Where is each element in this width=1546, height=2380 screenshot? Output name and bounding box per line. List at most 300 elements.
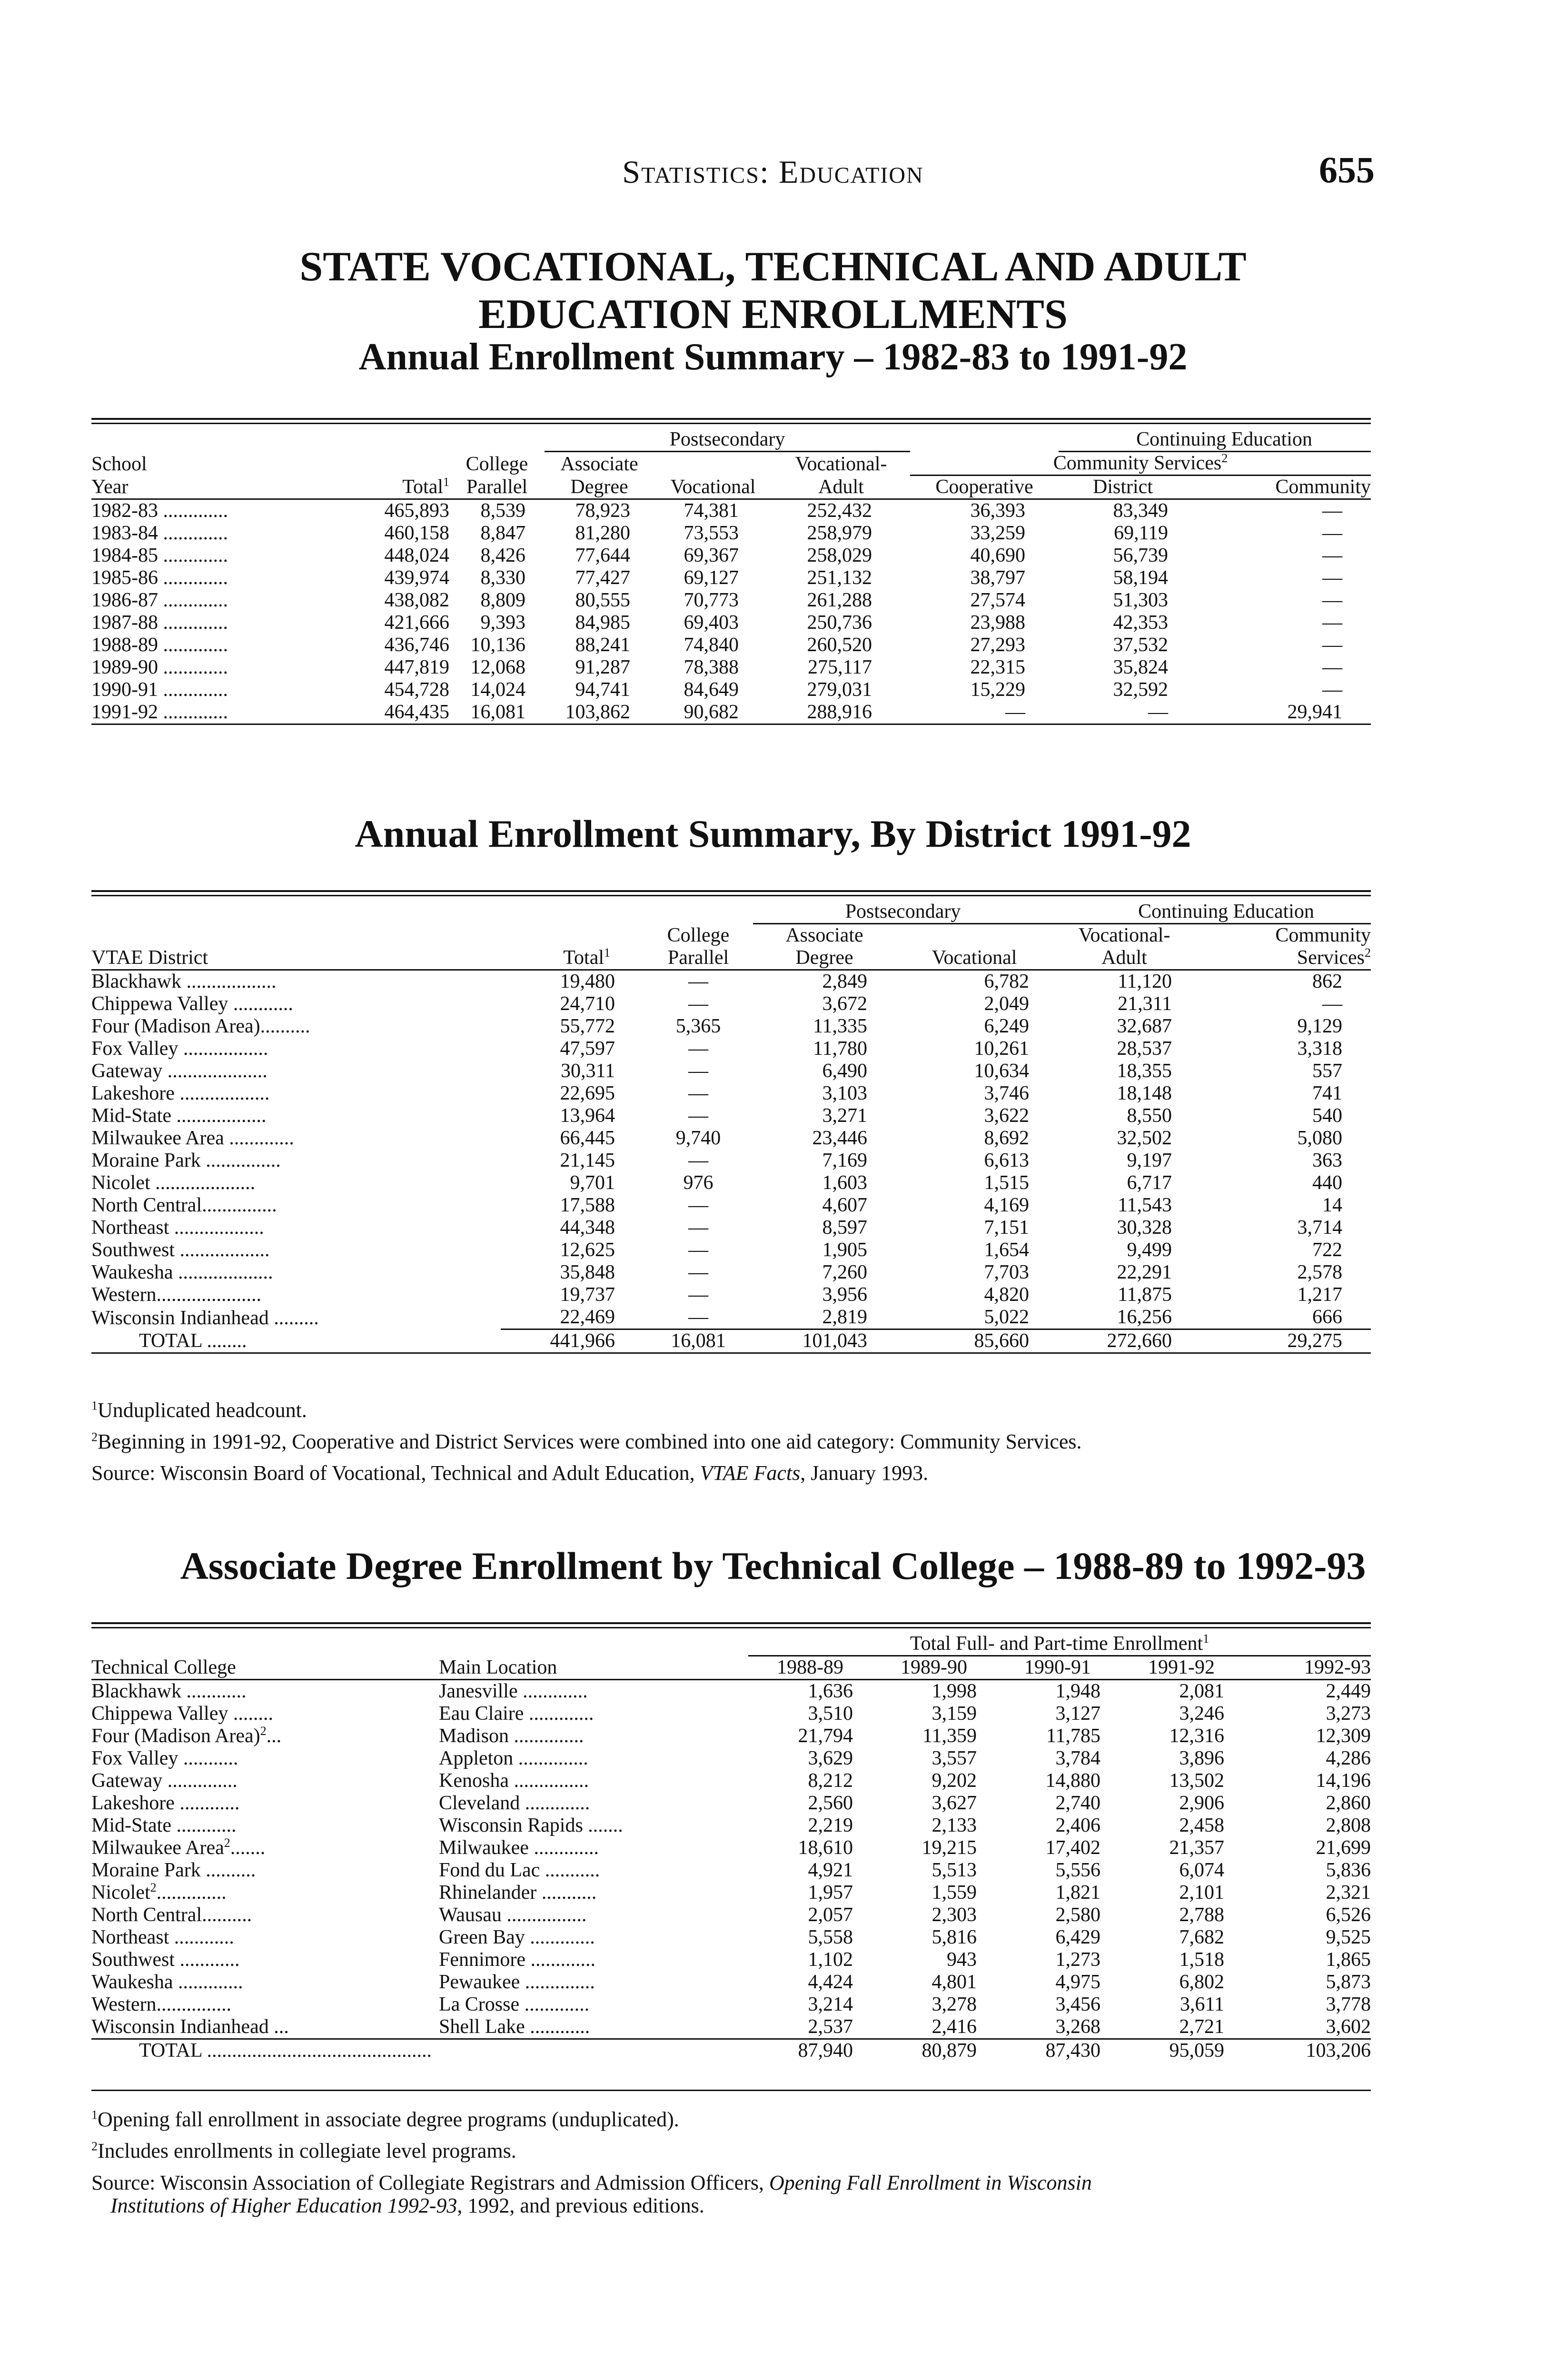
table-total-row <box>91 2039 1371 2063</box>
t3-enrollment-1991-92: 3,896 <box>1179 1747 1224 1769</box>
t2-total-associate: 101,043 <box>753 1329 896 1353</box>
t1-voc-adult: 260,520 <box>807 634 872 656</box>
t2-voc-adult: 11,543 <box>1118 1194 1172 1216</box>
t3-total-4: 95,059 <box>1120 2039 1243 2063</box>
t3-enrollment-1990-91: 2,580 <box>1055 1904 1100 1926</box>
t1-cooperative: 27,293 <box>970 634 1026 656</box>
t3-enrollment-1992-93: 5,873 <box>1326 1971 1371 1993</box>
t1-header-vocational: Vocational <box>654 476 772 499</box>
t2-group-continuing: Continuing Education <box>1053 901 1371 924</box>
t2-header-total-label: Total <box>563 947 604 969</box>
t1-year: 1989-90 ............. <box>91 656 228 678</box>
t2-community: 3,318 <box>1297 1038 1343 1060</box>
t1-voc-adult: 250,736 <box>807 612 872 634</box>
t3-location: Kenosha ............... <box>439 1770 589 1792</box>
t1-district: 51,303 <box>1113 589 1169 611</box>
t3-enrollment-1989-90: 11,359 <box>922 1725 977 1747</box>
t1-cooperative: 38,797 <box>970 567 1026 589</box>
table-row <box>91 1703 1371 1725</box>
t3-enrollment-1991-92: 3,611 <box>1180 1993 1224 2015</box>
t3-location: Wisconsin Rapids ....... <box>439 1815 623 1836</box>
t3-enrollment-1988-89: 2,560 <box>808 1792 853 1814</box>
t2-district: Southwest .................. <box>91 1239 270 1261</box>
t2-community: 3,714 <box>1297 1217 1343 1239</box>
t2-total: 21,145 <box>560 1150 615 1171</box>
t3-enrollment-1990-91: 2,740 <box>1055 1792 1100 1814</box>
note3-source-a: Source: Wisconsin Association of Collegiate Registrars and Admission Officers, <box>91 2171 769 2194</box>
t3-enrollment-1992-93: 3,602 <box>1326 2016 1371 2038</box>
t2-college: — <box>644 1306 753 1329</box>
t2-vocational: 10,634 <box>974 1060 1030 1082</box>
table-row <box>91 701 1371 724</box>
t1-total: 439,974 <box>384 567 449 589</box>
note3-1-text: Opening fall enrollment in associate degree programs (unduplicated). <box>98 2108 679 2131</box>
t2-community: 666 <box>1196 1306 1371 1329</box>
t2-district: Fox Valley ................. <box>91 1038 268 1060</box>
t2-voc-adult: 30,328 <box>1117 1217 1172 1239</box>
t2-total-label <box>91 1329 501 1353</box>
table-row <box>91 1127 1371 1150</box>
t3-location: Appleton .............. <box>439 1747 588 1769</box>
t2-vocational: 7,703 <box>984 1261 1030 1283</box>
t3-enrollment-1989-90: 943 <box>947 1949 977 1971</box>
t2-college: — <box>688 993 708 1015</box>
t1-year: 1991-92 ............. <box>91 701 347 724</box>
t2-group-postsecondary: Postsecondary <box>753 901 1053 924</box>
t3-enrollment-1989-90: 3,278 <box>932 1993 977 2015</box>
table-row <box>91 1038 1371 1060</box>
t1-header-parallel: Parallel <box>449 476 545 499</box>
table2-top-rule <box>91 890 1371 892</box>
t3-college-footnote: 2 <box>260 1725 267 1738</box>
t2-vocational: 10,261 <box>974 1038 1030 1060</box>
t3-enrollment-1989-90: 4,801 <box>932 1971 977 1993</box>
t3-enrollment-1989-90: 1,998 <box>932 1680 977 1702</box>
t1-year: 1988-89 ............. <box>91 634 228 656</box>
t3-location: Wausau ................ <box>439 1904 587 1926</box>
t2-associate: 6,490 <box>822 1060 867 1082</box>
t3-enrollment-1990-91: 14,880 <box>1045 1770 1100 1792</box>
t3-college-name: Moraine Park .......... <box>91 1859 256 1881</box>
t1-community: — <box>1322 522 1343 544</box>
t2-college: — <box>688 1261 708 1283</box>
t3-enrollment-1991-92: 2,101 <box>1179 1882 1224 1904</box>
t3-college-name: Wisconsin Indianhead ... <box>91 2016 289 2038</box>
t3-enrollment-1989-90: 1,559 <box>932 1882 977 1904</box>
t1-voc-adult: 258,029 <box>807 545 872 566</box>
table3-top-rule-2 <box>91 1627 1371 1628</box>
t3-enrollment-1990-91: 17,402 <box>1045 1837 1100 1859</box>
t3-enrollment-1988-89: 3,510 <box>808 1703 853 1725</box>
t2-district: Waukesha ................... <box>91 1261 273 1283</box>
t3-college <box>91 1971 429 1993</box>
t3-enrollment-1988-89: 4,921 <box>808 1859 853 1881</box>
t2-voc-adult: 9,499 <box>1127 1239 1172 1261</box>
t2-college: — <box>688 1217 708 1239</box>
note3-source-c: Institutions of Higher Education 1992-93 <box>110 2194 457 2217</box>
t3-enrollment-1992-93: 21,699 <box>1316 1837 1371 1859</box>
t1-header-associate: Associate <box>560 453 638 475</box>
t3-location: Janesville ............. <box>439 1680 588 1702</box>
t1-community: — <box>1322 500 1343 522</box>
t2-vocational: 2,049 <box>984 993 1030 1015</box>
t1-associate: 77,644 <box>575 545 630 566</box>
table-row <box>91 612 1371 634</box>
t3-enrollment-1989-90: 9,202 <box>932 1770 977 1792</box>
t3-location: Rhinelander ........... <box>439 1882 597 1904</box>
t3-enrollment-1992-93: 2,449 <box>1326 1680 1371 1702</box>
t2-associate: 23,446 <box>812 1127 867 1149</box>
t3-location: Green Bay ............. <box>439 1926 595 1948</box>
t3-enrollment-1988-89: 1,636 <box>808 1680 853 1702</box>
note2-1: $^1$Unduplicated headcount. <box>91 1398 307 1422</box>
t3-enrollment-1991-92: 21,357 <box>1169 1837 1224 1859</box>
t3-location: Milwaukee ............. <box>439 1837 599 1859</box>
t3-college-name: Northeast ............ <box>91 1926 234 1948</box>
t1-year: 1982-83 ............. <box>91 500 228 522</box>
t2-header-vocational: Vocational <box>896 947 1053 970</box>
t2-associate: 1,603 <box>822 1172 867 1194</box>
t1-group-postsecondary: Postsecondary <box>545 428 910 452</box>
t2-voc-adult: 21,311 <box>1118 993 1172 1015</box>
t2-community: 741 <box>1312 1082 1343 1104</box>
t1-voc-adult: 279,031 <box>807 679 872 701</box>
t1-group-community-services: Community Services$^2$ <box>910 452 1371 476</box>
table-row <box>91 656 1371 679</box>
table-row <box>91 522 1371 545</box>
t1-college: 8,539 <box>480 500 525 522</box>
t2-district: Nicolet .................... <box>91 1172 256 1194</box>
t3-total-label: TOTAL ............................................. <box>91 2039 748 2063</box>
table2-notes <box>91 1395 1082 1489</box>
t3-enrollment-1990-91: 6,429 <box>1055 1926 1100 1948</box>
t2-district: Northeast .................. <box>91 1217 264 1239</box>
t3-header-location: Main Location <box>429 1656 748 1680</box>
t1-district: 56,739 <box>1113 545 1169 566</box>
t2-community: — <box>1322 993 1343 1015</box>
t1-community: — <box>1322 567 1343 589</box>
t1-cooperative: 15,229 <box>970 679 1026 701</box>
t3-enrollment-1990-91: 1,273 <box>1055 1949 1100 1971</box>
t1-district: 69,119 <box>1114 522 1169 544</box>
t2-associate: 4,607 <box>822 1194 867 1216</box>
t2-college: — <box>688 1150 708 1171</box>
t3-college-leader: ... <box>266 1725 282 1747</box>
table1-top-rule <box>91 418 1371 420</box>
t3-enrollment-1991-92: 3,246 <box>1179 1703 1224 1725</box>
table3-top-rule <box>91 1622 1371 1624</box>
table-row <box>91 1217 1371 1239</box>
t3-college-leader: .............. <box>156 1882 227 1904</box>
t3-header-year-3: 1990-91 <box>996 1656 1120 1680</box>
t2-voc-adult: 8,550 <box>1127 1105 1172 1127</box>
table-row <box>91 1904 1371 1926</box>
table1-annual-summary <box>91 428 1371 725</box>
t1-district: 35,824 <box>1113 656 1169 678</box>
t3-college <box>91 1837 429 1859</box>
t2-district: Lakeshore .................. <box>91 1082 270 1104</box>
t3-enrollment-1990-91: 1,948 <box>1055 1680 1100 1702</box>
t1-college: 9,393 <box>480 612 525 634</box>
t2-total: 24,710 <box>560 993 615 1015</box>
t1-year: 1990-91 ............. <box>91 679 228 701</box>
t3-enrollment-1988-89: 2,057 <box>808 1904 853 1926</box>
t1-voc-adult: 258,979 <box>807 522 872 544</box>
t1-community: — <box>1322 612 1343 634</box>
t3-college <box>91 1680 429 1703</box>
t1-college: 8,809 <box>480 589 525 611</box>
note3-source-d: , 1992, and previous editions. <box>457 2194 704 2217</box>
t3-group-label: Total Full- and Part-time Enrollment <box>910 1633 1203 1655</box>
t1-vocational: 73,553 <box>684 522 739 544</box>
table-row <box>91 1770 1371 1792</box>
t2-district: North Central............... <box>91 1194 277 1216</box>
t2-college: — <box>688 1038 708 1060</box>
t3-location: Fennimore ............. <box>439 1949 595 1971</box>
t2-voc-adult: 32,502 <box>1117 1127 1172 1149</box>
t2-header-degree: Degree <box>753 947 896 970</box>
t3-college-footnote: 2 <box>224 1837 230 1850</box>
t1-vocational: 70,773 <box>684 589 739 611</box>
t1-cooperative: 27,574 <box>970 589 1026 611</box>
t1-college: 8,426 <box>480 545 525 566</box>
table-total-row <box>91 1329 1371 1353</box>
t3-college <box>91 1993 429 2016</box>
t3-college <box>91 2016 429 2039</box>
t2-associate: 2,849 <box>822 971 867 992</box>
t1-vocational: 74,381 <box>684 500 739 522</box>
t2-vocational: 1,654 <box>984 1239 1030 1261</box>
table-row <box>91 589 1371 612</box>
t2-vocational: 8,692 <box>984 1127 1030 1149</box>
t2-district: Wisconsin Indianhead ......... <box>91 1307 319 1329</box>
t1-total: 436,746 <box>384 634 449 656</box>
table-row <box>91 1239 1371 1261</box>
t1-vocational: 90,682 <box>654 701 772 724</box>
table3-bottom-rule <box>91 2090 1371 2091</box>
table1-top-rule-2 <box>91 423 1371 424</box>
t1-cooperative: 23,988 <box>970 612 1026 634</box>
t1-voc-adult: 288,916 <box>772 701 910 724</box>
t3-college-name: Lakeshore ............ <box>91 1792 240 1814</box>
t3-enrollment-1992-93: 2,321 <box>1326 1882 1371 1904</box>
t2-voc-adult: 18,355 <box>1117 1060 1172 1082</box>
t2-total: 66,445 <box>560 1127 615 1149</box>
t3-enrollment-1992-93: 5,836 <box>1326 1859 1371 1881</box>
table-row <box>91 993 1371 1015</box>
t3-enrollment-1989-90: 3,159 <box>932 1703 977 1725</box>
t2-vocational: 6,782 <box>984 971 1030 992</box>
table-row <box>91 634 1371 656</box>
t1-header-total: Total$^1$ <box>347 476 449 499</box>
t2-voc-adult: 22,291 <box>1117 1261 1172 1283</box>
t1-total: 465,893 <box>384 500 449 522</box>
t1-community: — <box>1322 589 1343 611</box>
t3-enrollment-1988-89: 3,214 <box>808 1993 853 2015</box>
table-row <box>91 1284 1371 1306</box>
table-row <box>91 1105 1371 1127</box>
t1-district: — <box>1059 701 1187 724</box>
t2-community: 1,217 <box>1297 1284 1343 1306</box>
t2-college: — <box>688 1060 708 1082</box>
t2-district: Blackhawk .................. <box>91 971 277 992</box>
t3-enrollment-1992-93: 12,309 <box>1316 1725 1371 1747</box>
t1-district: 58,194 <box>1113 567 1169 589</box>
t2-voc-adult: 9,197 <box>1127 1150 1172 1171</box>
t1-associate: 80,555 <box>575 589 630 611</box>
t2-total: 44,348 <box>560 1217 615 1239</box>
t2-total: 19,737 <box>560 1284 615 1306</box>
t3-college-name: Mid-State ............ <box>91 1815 237 1836</box>
t1-college: 10,136 <box>470 634 525 656</box>
t1-total: 460,158 <box>384 522 449 544</box>
t3-college-name: Chippewa Valley ........ <box>91 1703 273 1725</box>
t2-total: 17,588 <box>560 1194 615 1216</box>
t2-total-voc-adult: 272,660 <box>1053 1329 1196 1353</box>
t3-body <box>91 1680 1371 2039</box>
t1-year: 1985-86 ............. <box>91 567 228 589</box>
t3-college-name: Waukesha ............. <box>91 1971 243 1993</box>
t2-total-college: 16,081 <box>644 1329 753 1353</box>
t2-header-district: VTAE District <box>91 947 501 970</box>
t1-total: 438,082 <box>384 589 449 611</box>
table-row <box>91 1261 1371 1284</box>
t2-header-college: College <box>667 924 730 946</box>
t3-enrollment-1991-92: 1,518 <box>1179 1949 1224 1971</box>
t1-header-community: Community <box>1187 476 1371 499</box>
t3-college <box>91 1949 429 1971</box>
t1-vocational: 69,127 <box>684 567 739 589</box>
t3-enrollment-1988-89: 3,629 <box>808 1747 853 1769</box>
t3-enrollment-1991-92: 2,788 <box>1179 1904 1224 1926</box>
t3-enrollment-1991-92: 2,906 <box>1179 1792 1224 1814</box>
t3-header-year-2: 1989-90 <box>872 1656 996 1680</box>
t1-header-school: School <box>91 453 147 475</box>
t3-enrollment-1991-92: 7,682 <box>1179 1926 1224 1948</box>
t3-college-name: Blackhawk ............ <box>91 1680 247 1702</box>
t2-community: 722 <box>1312 1239 1343 1261</box>
t3-enrollment-1991-92: 13,502 <box>1169 1770 1224 1792</box>
t3-enrollment-1990-91: 4,975 <box>1055 1971 1100 1993</box>
t3-location: Pewaukee .............. <box>439 1971 595 1993</box>
t2-body <box>91 970 1371 1353</box>
t2-community: 540 <box>1312 1105 1343 1127</box>
t3-header-year-4: 1991-92 <box>1120 1656 1243 1680</box>
t3-enrollment-1988-89: 18,610 <box>798 1837 853 1859</box>
t2-associate: 11,335 <box>813 1015 867 1037</box>
t1-header-year: Year <box>91 476 347 499</box>
t2-associate: 3,271 <box>822 1105 867 1127</box>
t2-vocational: 6,249 <box>984 1015 1030 1037</box>
t2-header-voc-adult-1: Vocational- <box>1078 924 1170 946</box>
t2-associate: 2,819 <box>753 1306 896 1329</box>
t3-enrollment-1990-91: 3,268 <box>1055 2016 1100 2038</box>
t2-total-label-text: TOTAL ........ <box>139 1330 247 1352</box>
note2-source-c: , January 1993. <box>800 1461 929 1485</box>
t2-associate: 7,169 <box>822 1150 867 1171</box>
t3-enrollment-1989-90: 3,627 <box>932 1792 977 1814</box>
t1-district: 37,532 <box>1113 634 1169 656</box>
t1-associate: 91,287 <box>575 656 630 678</box>
table-row <box>91 970 1371 993</box>
t3-enrollment-1989-90: 2,303 <box>932 1904 977 1926</box>
t1-college: 8,847 <box>480 522 525 544</box>
t1-voc-adult: 251,132 <box>807 567 872 589</box>
t1-year: 1984-85 ............. <box>91 545 228 566</box>
t2-college: — <box>688 1105 708 1127</box>
t2-vocational: 7,151 <box>984 1217 1030 1239</box>
t1-group-continuing: Continuing Education <box>1059 428 1371 452</box>
t2-community: 440 <box>1312 1172 1343 1194</box>
t2-voc-adult: 18,148 <box>1117 1082 1172 1104</box>
t1-associate: 78,923 <box>575 500 630 522</box>
t3-location: Madison .............. <box>439 1725 584 1747</box>
t3-enrollment-1991-92: 12,316 <box>1169 1725 1224 1747</box>
t1-college: 12,068 <box>470 656 525 678</box>
t3-enrollment-1988-89: 2,219 <box>808 1815 853 1836</box>
t3-enrollment-1988-89: 8,212 <box>808 1770 853 1792</box>
t2-header-total: Total$^1$ <box>501 947 644 970</box>
t1-header-district: District <box>1059 476 1187 499</box>
t3-college-name: North Central.......... <box>91 1904 252 1926</box>
t2-total: 55,772 <box>560 1015 615 1037</box>
t1-district: 32,592 <box>1113 679 1169 701</box>
t1-associate: 88,241 <box>575 634 630 656</box>
table-row <box>91 567 1371 589</box>
t1-associate: 103,862 <box>545 701 654 724</box>
t2-voc-adult: 11,875 <box>1118 1284 1172 1306</box>
t2-district: Mid-State .................. <box>91 1105 267 1127</box>
t3-enrollment-1989-90: 2,416 <box>932 2016 977 2038</box>
t3-enrollment-1988-89: 1,957 <box>808 1882 853 1904</box>
t2-total: 9,701 <box>570 1172 615 1194</box>
table-row <box>91 1082 1371 1105</box>
t2-district: Moraine Park ............... <box>91 1150 281 1171</box>
t3-enrollment-1989-90: 5,816 <box>932 1926 977 1948</box>
t3-enrollment-1990-91: 2,406 <box>1055 1815 1100 1836</box>
t3-enrollment-1990-91: 11,785 <box>1046 1725 1100 1747</box>
t1-year: 1987-88 ............. <box>91 612 228 634</box>
t1-vocational: 78,388 <box>684 656 739 678</box>
t2-district: Milwaukee Area ............. <box>91 1127 294 1149</box>
t1-community: 29,941 <box>1187 701 1371 724</box>
t1-voc-adult: 261,288 <box>807 589 872 611</box>
t2-vocational: 4,169 <box>984 1194 1030 1216</box>
table-row <box>91 1306 1371 1329</box>
t2-associate: 3,103 <box>822 1082 867 1104</box>
note2-2-text: Beginning in 1991-92, Cooperative and District Services were combined into one aid category: Community Services. <box>98 1430 1082 1453</box>
t3-college <box>91 1703 429 1725</box>
table-row <box>91 1150 1371 1172</box>
t2-district: Gateway .................... <box>91 1060 268 1082</box>
t2-community: 557 <box>1312 1060 1343 1082</box>
t1-community: — <box>1322 634 1343 656</box>
t3-enrollment-1992-93: 1,865 <box>1326 1949 1371 1971</box>
t2-total: 22,695 <box>560 1082 615 1104</box>
t1-associate: 81,280 <box>575 522 630 544</box>
t1-total: 454,728 <box>384 679 449 701</box>
table-row <box>91 679 1371 701</box>
t3-total-2: 80,879 <box>872 2039 996 2063</box>
t3-college-name: Western............... <box>91 1993 232 2015</box>
t2-total: 35,848 <box>560 1261 615 1283</box>
t1-header-voc-adult-1: Vocational- <box>795 453 887 475</box>
table2-by-district <box>91 901 1371 1354</box>
t2-vocational: 1,515 <box>984 1172 1030 1194</box>
t1-associate: 94,741 <box>575 679 630 701</box>
t1-total: 447,819 <box>384 656 449 678</box>
t2-district: Western..................... <box>91 1284 262 1306</box>
